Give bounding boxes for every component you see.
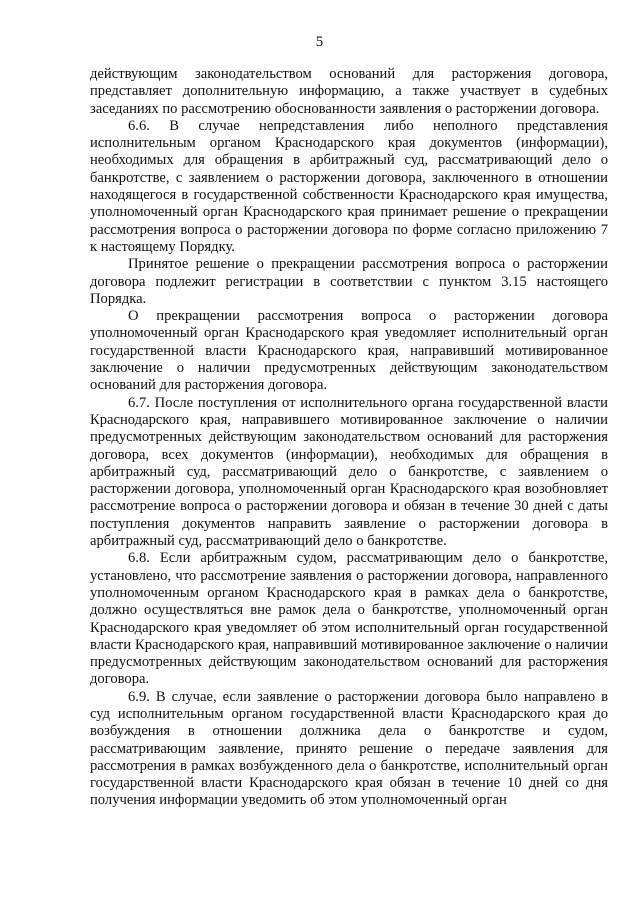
paragraph-6-7: 6.7. После поступления от исполнительного органа государственной власти Краснодарского края, направившего мотивированное заключение о наличии предусмотренных действующим законодательством оснований для расторжения договора, всех документов (информации), необходимых для обращения в арбитражный суд, рассматривающий дело о банкротстве, с заявлением о расторжении договора, уполномоченный орган Краснодарского края возобновляет рассмотрение вопроса о расторжении договора и обязан в течение 30 дней с даты поступления документов направить заявление о расторжении договора в арбитражный суд, рассматривающий дело о банкротстве.	[90, 394, 608, 550]
document-body	[90, 66, 608, 810]
paragraph-decision-registration: Принятое решение о прекращении рассмотрения вопроса о расторжении договора подлежит регистрации в соответствии с пунктом 3.15 настоящего Порядка.	[90, 256, 608, 307]
paragraph-continuation: действующим законодательством оснований для расторжения договора, представляет дополнительную информацию, а также участвует в судебных заседаниях по рассмотрению обоснованности заявления о расторжении договора.	[90, 66, 608, 117]
paragraph-6-8: 6.8. Если арбитражным судом, рассматривающим дело о банкротстве, установлено, что рассмотрение заявления о расторжении договора, направленного уполномоченным органом Краснодарского края в рамках дела о банкротстве, должно осуществляться вне рамок дела о банкротстве, уполномоченный орган Краснодарского края уведомляет об этом исполнительный орган государственной власти Краснодарского края, направивший мотивированное заключение о наличии предусмотренных действующим законодательством оснований для расторжения договора.	[90, 550, 608, 688]
paragraph-6-9: 6.9. В случае, если заявление о расторжении договора было направлено в суд исполнительным органом государственной власти Краснодарского края до возбуждения в отношении должника дела о банкротстве и судом, рассматривающим заявление, принято решение о передаче заявления для рассмотрения в рамках возбужденного дела о банкротстве, исполнительный орган государственной власти Краснодарского края обязан в течение 10 дней со дня получения информации уведомить об этом уполномоченный орган	[90, 688, 608, 809]
page-number: 5	[315, 34, 324, 50]
paragraph-6-6: 6.6. В случае непредставления либо неполного представления исполнительным органом Краснодарского края документов (информации), необходимых для обращения в арбитражный суд, рассматривающий дело о банкротстве, с заявлением о расторжении договора, заключенного в отношении находящегося в государственной собственности Краснодарского края имущества, уполномоченный орган Краснодарского края принимает решение о прекращении рассмотрения вопроса о расторжении договора по форме согласно приложению 7 к настоящему Порядку.	[90, 117, 608, 255]
paragraph-notification: О прекращении рассмотрения вопроса о расторжении договора уполномоченный орган Краснодарского края уведомляет исполнительный орган государственной власти Краснодарского края, направивший мотивированное заключение о наличии предусмотренных действующим законодательством оснований для расторжения договора.	[90, 308, 608, 394]
